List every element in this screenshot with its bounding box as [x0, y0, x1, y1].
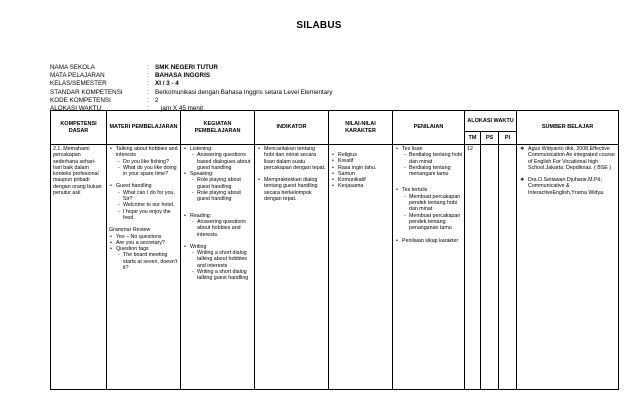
list-item: - Membuat percakapan pendek tentang penanganan tamu	[409, 213, 462, 232]
meta-row: STANDAR KOMPETENSI : Berkomunikasi dengan Bahasa Inggris setara Level Elementary	[50, 88, 333, 96]
meta-key: MATA PELAJARAN	[50, 72, 105, 80]
meta-key: NAMA SEKOLA	[50, 64, 95, 71]
list-item: • Kerjasama	[338, 183, 390, 189]
header-pi: PI	[499, 132, 517, 145]
list-item: - What do you like doing in your spare time?	[123, 165, 178, 178]
list-item: - Berdialog tentang hobi dan minat	[409, 152, 462, 165]
header-materi: MATERI PEMBELAJARAN	[107, 111, 181, 145]
cell-materi	[107, 145, 181, 390]
cell-kegiatan	[181, 145, 255, 390]
list-item: • Reading: - Answering questions about hobbies and interests.	[190, 213, 252, 238]
cell-nilai	[329, 145, 393, 390]
header-penilaian: PENILAIAN	[393, 111, 465, 145]
header-ps: PS	[481, 132, 499, 145]
list-item: - The board meeting starts at seven, doesn't it?	[123, 252, 178, 271]
list-item: • Rasa ingin tahu.	[338, 165, 390, 171]
header-kegiatan: KEGIATAN PEMBELAJARAN	[181, 111, 255, 145]
cell-tm: 12	[465, 145, 481, 390]
syllabus-table	[50, 110, 619, 390]
header-indikator: INDIKATOR	[255, 111, 329, 145]
meta-row: NAMA SEKOLA : SMK NEGERI TUTUR	[50, 64, 218, 71]
meta-row: MATA PELAJARAN : BAHASA INGGRIS	[50, 72, 211, 80]
header-alokasi: ALOKASI WAKTU	[465, 111, 517, 132]
list-item: ❖ Agus Widyanto dkk, 2008,Effective Communication An integrated course of English For Vocational high School.Jakarta: Depdiknas. ( BSE )	[528, 146, 616, 171]
meta-key: ALOKASI WAKTU	[50, 105, 102, 113]
meta-value: BAHASA INGGRIS	[155, 72, 211, 80]
list-item: ❖ Dra.O.Setiawan Djuharie,M.Pd, Communicative & InteractiveEnglish,Yrama Widya.	[528, 177, 616, 196]
list-item: - Role playing about guest handling	[197, 177, 252, 190]
cell-penilaian	[393, 145, 465, 390]
list-item: - I hope you enjoy the food.	[123, 209, 178, 222]
meta-key: KELAS/SEMESTER	[50, 80, 107, 88]
list-item: - Answering questions about hobbies and interests.	[197, 219, 252, 238]
list-item: • Kreatif	[338, 158, 390, 164]
table-header-row	[51, 111, 619, 132]
list-item: - Berdialog tentang menangani tamu	[409, 165, 462, 178]
meta-value: SMK NEGERI TUTUR	[155, 64, 218, 71]
cell-ps	[481, 145, 499, 390]
list-item: • Question tags - The board meeting starts at seven, doesn't it?	[116, 246, 178, 271]
list-item: • Talking about hobbies and interests - Do you like fishing? - What do you like doing in your spare time?	[116, 146, 178, 177]
meta-key: KODE KOMPETENSI	[50, 96, 111, 104]
meta-value: 2	[155, 96, 159, 104]
list-item: - Welcome to our hotel.	[123, 202, 178, 208]
list-item: - Writing a short dialog talking about hobbies and interests	[197, 250, 252, 269]
list-item: • Guest handling - What can I do for you, Sir? - Welcome to our hotel. - I hope you enjoy the food.	[116, 183, 178, 221]
list-item: • Religius	[338, 152, 390, 158]
list-item: • Mempraktekkan dialog tentang guest handling secara berkelompok dengan tepat.	[264, 177, 326, 202]
list-item: • Are you a secretary?	[116, 240, 178, 246]
meta-key: STANDAR KOMPETENSI	[50, 88, 123, 96]
header-tm: TM	[465, 132, 481, 145]
syllabus-meta	[50, 64, 332, 113]
list-item: - What can I do for you, Sir?	[123, 190, 178, 203]
cell-pi	[499, 145, 517, 390]
kompetensi-text: 2.1. Memahami percakapan sederhana sehari-hari baik dalam konteks profesional maupun pribadi dengan orang bukan penutur asli	[53, 146, 102, 197]
meta-value: jam X 45 menit	[161, 105, 203, 113]
list-item: • Komunikatif	[338, 177, 390, 183]
list-item: - Membuat percakapan pendek tentang hobi dan minat	[409, 194, 462, 213]
grammar-heading: Grammar Review	[109, 227, 151, 234]
document-title: SILABUS	[296, 20, 342, 31]
list-item: • Penilaian sikap karakter	[402, 238, 462, 244]
list-item: • Listening: - Answering questions based dialogues about guest handling	[190, 146, 252, 171]
list-item: - Writing a short dialog talking guest handling	[197, 269, 252, 282]
list-item: • Writing - Writing a short dialog talking about hobbies and interests - Writing a short dialog talking guest handling	[190, 244, 252, 282]
list-item: • Speaking: - Role playing about guest handling - Role playing about guest handling	[190, 171, 252, 202]
cell-sumber	[517, 145, 619, 390]
table-row	[51, 145, 619, 390]
meta-value: XI / 3 - 4	[155, 80, 179, 88]
cell-kompetensi	[51, 145, 107, 390]
list-item: • Mencaritakan tentang hobi dan minat secara lisan dalam suatu percakapan dengan tepat.	[264, 146, 326, 171]
header-sumber: SUMBER BELAJAR	[517, 111, 619, 145]
meta-row: KODE KOMPETENSI : 2	[50, 96, 159, 104]
meta-row: KELAS/SEMESTER : XI / 3 - 4	[50, 80, 179, 88]
meta-row: ALOKASI WAKTU : jam X 45 menit	[50, 105, 203, 113]
list-item: • Santun	[338, 171, 390, 177]
header-nilai: NILAI-NILAI KARAKTER	[329, 111, 393, 145]
cell-indikator	[255, 145, 329, 390]
list-item: • Tes lisan - Berdialog tentang hobi dan minat - Berdialog tentang menangani tamu	[402, 146, 462, 177]
list-item: - Do you like fishing?	[123, 159, 178, 165]
list-item: - Answering questions based dialogues about guest handling	[197, 152, 252, 171]
meta-value: Berkomunikasi dengan Bahasa Inggris setara Level Elementary	[155, 88, 333, 96]
list-item: - Role playing about guest handling	[197, 190, 252, 203]
header-kompetensi: KOMPETENSI DASAR	[51, 111, 107, 145]
list-item: • Tes tertulis - Membuat percakapan pendek tentang hobi dan minat - Membuat percakapan pendek tentang penanganan tamu	[402, 187, 462, 231]
list-item: • Yes – No questions	[116, 234, 178, 240]
